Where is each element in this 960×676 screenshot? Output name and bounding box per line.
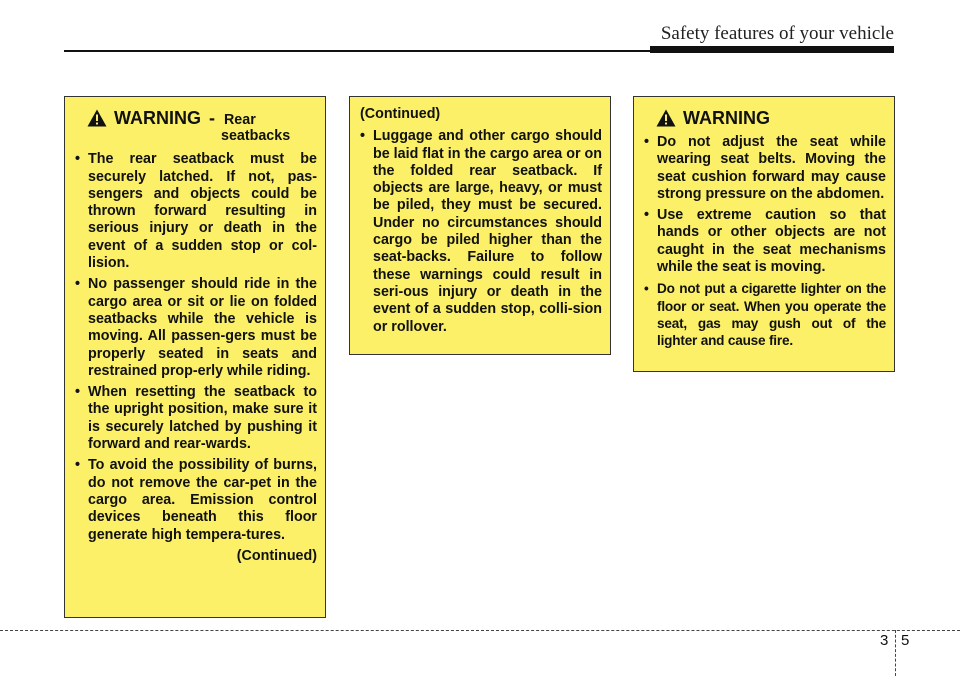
warning-label: WARNING	[114, 108, 201, 128]
continued-label: (Continued)	[236, 547, 317, 564]
list-item	[644, 134, 886, 203]
bullet-icon: •	[75, 384, 81, 401]
header-rule	[64, 50, 650, 52]
warning-subtitle-line2: seatbacks	[221, 128, 291, 145]
warning-label: WARNING	[683, 108, 770, 128]
continued-heading: (Continued)	[360, 106, 441, 122]
list-item	[75, 276, 317, 380]
page-number: 5	[901, 632, 910, 649]
warning-heading	[656, 108, 886, 128]
list-item	[75, 384, 317, 453]
warning-box-continued	[349, 96, 611, 355]
list-item-text: Do not put a cigarette lighter on the floor or seat. When you operate the seat, gas may gush out of the lighter and cause fire.	[657, 281, 886, 349]
warning-list	[360, 128, 602, 336]
warning-triangle-icon	[87, 109, 107, 127]
list-item-text: When resetting the seatback to the upright position, make sure it is securely latched by pushing it forward and rear-wards.	[88, 384, 317, 453]
warning-list	[644, 134, 886, 350]
warning-dash: -	[208, 108, 215, 128]
footer-rule	[0, 630, 960, 631]
warning-box-seat-adjustment	[633, 96, 895, 372]
page-header-title: Safety features of your vehicle	[660, 23, 894, 44]
list-item-text: To avoid the possibility of burns, do not remove the car-pet in the cargo area. Emission control devices beneath this floor generate high tempera-tures.	[88, 457, 317, 543]
warning-list	[75, 151, 317, 544]
bullet-icon: •	[360, 128, 366, 145]
chapter-number: 3	[880, 632, 889, 649]
list-item-text: Do not adjust the seat while wearing seat belts. Moving the seat cushion forward may cause strong pressure on the abdomen.	[657, 134, 886, 202]
bullet-icon: •	[644, 134, 650, 150]
list-item-text: Luggage and other cargo should be laid flat in the cargo area or on the folded rear seatback. If objects are large, heavy, or must be piled, they must be secured. Under no circumstances should cargo be piled higher than the seat-backs. Failure to follow these warnings could result in seri-ous injury or death in the event of a sudden stop, colli-sion or rollover.	[373, 128, 602, 335]
list-item	[75, 457, 317, 543]
bullet-icon: •	[644, 281, 649, 297]
warning-subtitle: Rear	[223, 112, 256, 128]
bullet-icon: •	[75, 457, 81, 474]
list-item-text: Use extreme caution so that hands or other objects are not caught in the seat mechanisms while the seat is moving.	[657, 207, 886, 276]
list-item	[644, 280, 886, 349]
list-item	[75, 151, 317, 272]
footer-divider	[895, 630, 896, 676]
list-item	[644, 207, 886, 276]
list-item	[360, 128, 602, 336]
bullet-icon: •	[75, 276, 81, 293]
warning-heading	[87, 108, 317, 145]
bullet-icon: •	[644, 207, 650, 224]
header-rule-accent	[650, 46, 894, 53]
list-item-text: No passenger should ride in the cargo area or sit or lie on folded seatbacks while the vehicle is moving. All passen-gers must be properly seated in seats and restrained prop-erly while riding.	[88, 276, 317, 379]
list-item-text: The rear seatback must be securely latched. If not, pas-sengers and objects could be thrown forward resulting in serious injury or death in the event of a sudden stop or col-lision.	[88, 151, 317, 272]
bullet-icon: •	[75, 151, 81, 168]
warning-triangle-icon	[656, 109, 676, 127]
warning-box-rear-seatbacks	[64, 96, 326, 618]
